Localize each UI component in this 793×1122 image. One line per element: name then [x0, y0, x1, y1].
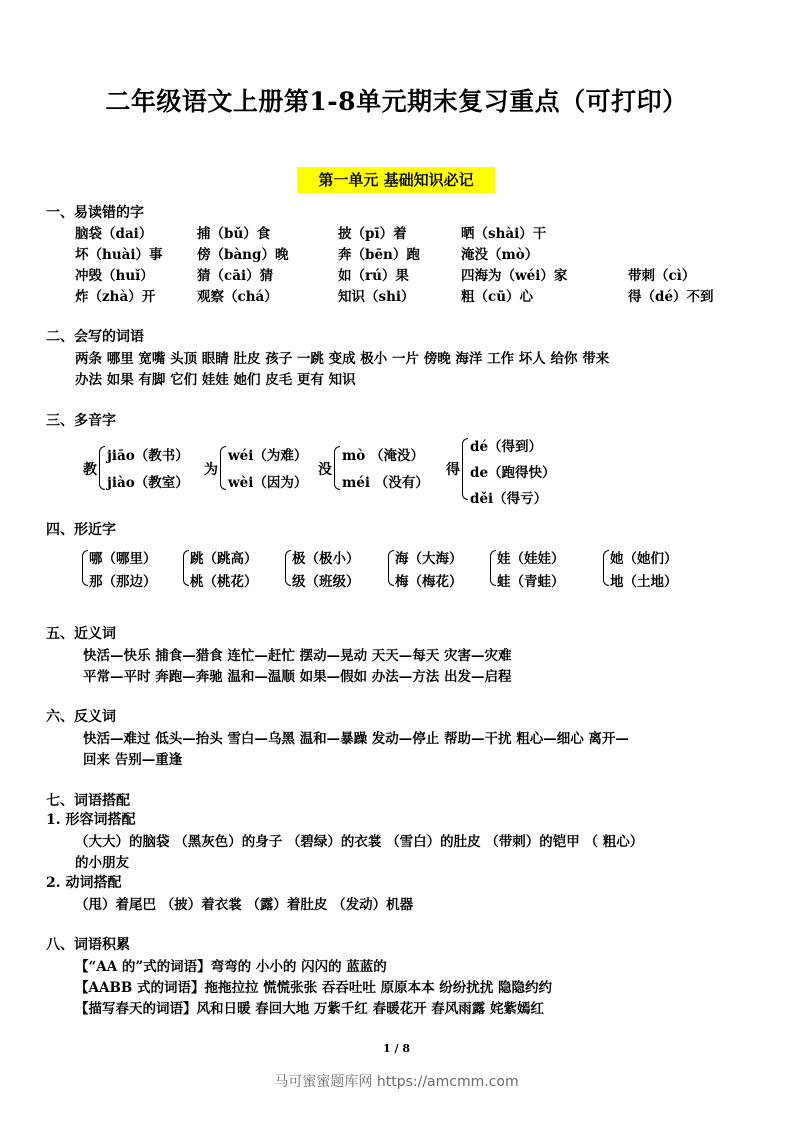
antonym-line: 快活—难过 低头—抬头 雪白—乌黑 温和—暴躁 发动—停止 帮助—干扰 粗心—细心 离开— [83, 731, 629, 747]
similar-char: 级（班级） [292, 574, 360, 590]
brace-icon [183, 550, 189, 586]
collocation-line: （大大）的脑袋 （黑灰色）的身子 （碧绿）的衣裳 （雪白）的肚皮 （带刺）的铠甲 （ 粗心） [75, 834, 644, 850]
table-cell: 观察（chá） [197, 289, 278, 305]
table-cell: 带刺（cì） [628, 268, 696, 284]
brace-icon [82, 550, 88, 586]
table-cell: 捕（bǔ）食 [197, 226, 271, 242]
synonym-line: 平常—平时 奔跑—奔驰 温和—温顺 如果—假如 办法—方法 出发—启程 [83, 669, 512, 685]
section-heading-3: 三、多音字 [46, 413, 116, 429]
watermark-link[interactable]: 马可蜜蜜题库网 https://amcmm.com [274, 1074, 519, 1090]
similar-char: 她（她们） [610, 551, 678, 567]
table-cell: 炸（zhà）开 [75, 289, 156, 305]
page-number: 1 / 8 [383, 1042, 410, 1055]
similar-char: 蛙（青蛙） [497, 574, 565, 590]
section-heading-2: 二、会写的词语 [46, 329, 144, 345]
table-cell: 粗（cū）心 [461, 289, 534, 305]
antonym-line: 回来 告别—重逢 [83, 752, 183, 768]
similar-char: 梅（梅花） [395, 574, 463, 590]
section-heading-5: 五、近义词 [46, 626, 116, 642]
polyphone-reading: jiào（教室） [107, 475, 189, 491]
accumulation-line: 【AABB 式的词语】拖拖拉拉 慌慌张张 吞吞吐吐 原原本本 纷纷扰扰 隐隐约约 [75, 980, 552, 996]
similar-char: 极（极小） [292, 551, 360, 567]
table-cell: 得（dé）不到 [628, 289, 714, 305]
unit-banner: 第一单元 基础知识必记 [297, 167, 495, 193]
word-list-line: 办法 如果 有脚 它们 娃娃 她们 皮毛 更有 知识 [75, 372, 356, 388]
collocation-line: 的小朋友 [75, 855, 129, 871]
word-list-line: 两条 哪里 宽嘴 头顶 眼睛 肚皮 孩子 一跳 变成 极小 一片 傍晚 海洋 工作 坏人 给你 带来 [75, 351, 610, 367]
polyphone-reading: de（跑得快） [470, 465, 556, 481]
collocation-line: （甩）着尾巴 （披）着衣裳 （露）着肚皮 （发动）机器 [75, 897, 414, 913]
similar-char: 娃（娃娃） [497, 551, 565, 567]
section-heading-4: 四、形近字 [46, 522, 116, 538]
table-cell: 淹没（mò） [461, 247, 539, 263]
brace-icon [462, 438, 468, 500]
polyphone-char: 为 [204, 462, 218, 478]
similar-char: 桃（桃花） [190, 574, 258, 590]
section-heading-8: 八、词语积累 [46, 937, 130, 953]
polyphone-char: 教 [83, 462, 97, 478]
table-cell: 四海为（wéi）家 [461, 268, 568, 284]
table-cell: 晒（shài）干 [461, 226, 547, 242]
polyphone-char: 得 [446, 462, 460, 478]
page-title: 二年级语文上册第1-8单元期末复习重点（可打印） [105, 87, 688, 116]
brace-icon [490, 550, 496, 586]
polyphone-reading: méi （没有） [342, 475, 429, 491]
subsection-heading: 2. 动词搭配 [46, 875, 122, 891]
similar-char: 哪（哪里） [89, 551, 157, 567]
table-cell: 坏（huài）事 [75, 247, 163, 263]
section-heading-7: 七、词语搭配 [46, 793, 130, 809]
polyphone-reading: wèi（因为） [228, 475, 308, 491]
accumulation-line: 【“AA 的”式的词语】弯弯的 小小的 闪闪的 蓝蓝的 [75, 959, 387, 975]
brace-icon [99, 446, 105, 490]
subsection-heading: 1. 形容词搭配 [46, 812, 136, 828]
accumulation-line: 【描写春天的词语】风和日暖 春回大地 万紫千红 春暖花开 春风雨露 姹紫嫣红 [75, 1001, 544, 1017]
table-cell: 奔（bēn）跑 [338, 247, 420, 263]
polyphone-char: 没 [318, 462, 332, 478]
similar-char: 海（大海） [395, 551, 463, 567]
polyphone-reading: děi（得亏） [470, 491, 548, 507]
similar-char: 地（土地） [610, 574, 678, 590]
polyphone-reading: wéi（为难） [228, 448, 308, 464]
section-heading-6: 六、反义词 [46, 709, 116, 725]
table-cell: 脑袋（dai） [75, 226, 153, 242]
similar-char: 跳（跳高） [190, 551, 258, 567]
similar-char: 那（那边） [89, 574, 157, 590]
table-cell: 知识（shi） [338, 289, 415, 305]
polyphone-reading: jiāo（教书） [107, 448, 189, 464]
brace-icon [285, 550, 291, 586]
table-cell: 如（rú）果 [338, 268, 409, 284]
polyphone-reading: mò （淹没） [342, 448, 424, 464]
brace-icon [603, 550, 609, 586]
brace-icon [334, 446, 340, 490]
table-cell: 披（pī）着 [338, 226, 407, 242]
synonym-line: 快活—快乐 捕食—猎食 连忙—赶忙 摆动—晃动 天天—每天 灾害—灾难 [83, 648, 512, 664]
polyphone-reading: dé（得到） [470, 439, 543, 455]
table-cell: 冲毁（huǐ） [75, 268, 154, 284]
brace-icon [220, 446, 226, 490]
table-cell: 猜（cāi）猜 [197, 268, 274, 284]
brace-icon [388, 550, 394, 586]
table-cell: 傍（bàng）晚 [197, 247, 289, 263]
section-heading-1: 一、易读错的字 [46, 205, 144, 221]
